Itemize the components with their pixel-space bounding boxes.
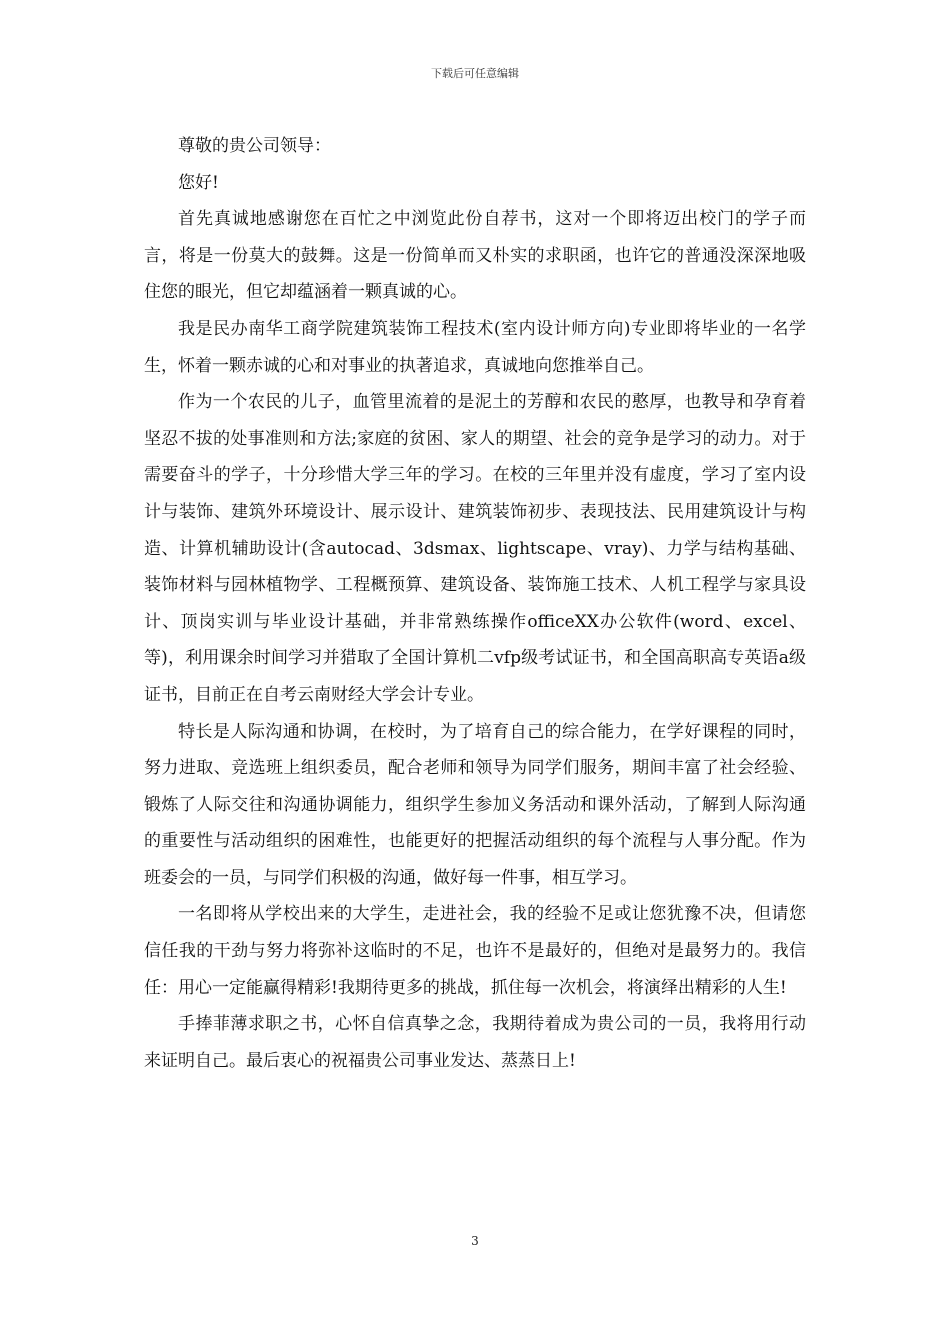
paragraph-education: 作为一个农民的儿子，血管里流着的是泥土的芳醇和农民的憨厚，也教导和孕育着坚忍不拔的处事准则和方法;家庭的贫困、家人的期望、社会的竞争是学习的动力。对于需要奋斗的学子，十分珍惜大学三年的学习。在校的三年里并没有虚度，学习了室内设计与装饰、建筑外环境设计、展示设计、建筑装饰初步、表现技法、民用建筑设计与构造、计算机辅助设计(含autocad、3dsmax、lightscape、vray)、力学与结构基础、装饰材料与园林植物学、工程概预算、建筑设备、装饰施工技术、人机工程学与家具设计、顶岗实训与毕业设计基础，并非常熟练操作officeXX办公软件(word、excel、等)，利用课余时间学习并猎取了全国计算机二vfp级考试证书，和全国高职高专英语a级证书，目前正在自考云南财经大学会计专业。 [144,392,806,705]
paragraph-self-introduction: 我是民办南华工商学院建筑装饰工程技术(室内设计师方向)专业即将毕业的一名学生，怀着一颗赤诚的心和对事业的执著追求，真诚地向您推举自己。 [144,318,806,376]
letter-body [144,128,806,1079]
salutation: 尊敬的贵公司领导： [178,136,331,156]
paragraph-commitment: 一名即将从学校出来的大学生，走进社会，我的经验不足或让您犹豫不决，但请您信任我的干劲与努力将弥补这临时的不足，也许不是最好的，但绝对是最努力的。我信任：用心一定能赢得精彩!我期待更多的挑战，抓住每一次机会，将演绎出精彩的人生! [144,904,806,998]
header-note: 下载后可任意编辑 [431,67,519,80]
paragraph-intro: 首先真诚地感谢您在百忙之中浏览此份自荐书，这对一个即将迈出校门的学子而言，将是一份莫大的鼓舞。这是一份简单而又朴实的求职函，也许它的普通没深深地吸住您的眼光，但它却蕴涵着一颗真诚的心。 [144,209,806,303]
paragraph-closing: 手捧菲薄求职之书，心怀自信真挚之念，我期待着成为贵公司的一员，我将用行动来证明自己。最后衷心的祝福贵公司事业发达、蒸蒸日上! [144,1014,806,1071]
paragraph-strengths: 特长是人际沟通和协调，在校时，为了培育自己的综合能力，在学好课程的同时，努力进取、竞选班上组织委员，配合老师和领导为同学们服务，期间丰富了社会经验、锻炼了人际交往和沟通协调能力，组织学生参加义务活动和课外活动，了解到人际沟通的重要性与活动组织的困难性，也能更好的把握活动组织的每个流程与人事分配。作为班委会的一员，与同学们积极的沟通，做好每一件事，相互学习。 [144,721,806,888]
greeting: 您好! [178,172,219,193]
page-number: 3 [471,1234,479,1248]
